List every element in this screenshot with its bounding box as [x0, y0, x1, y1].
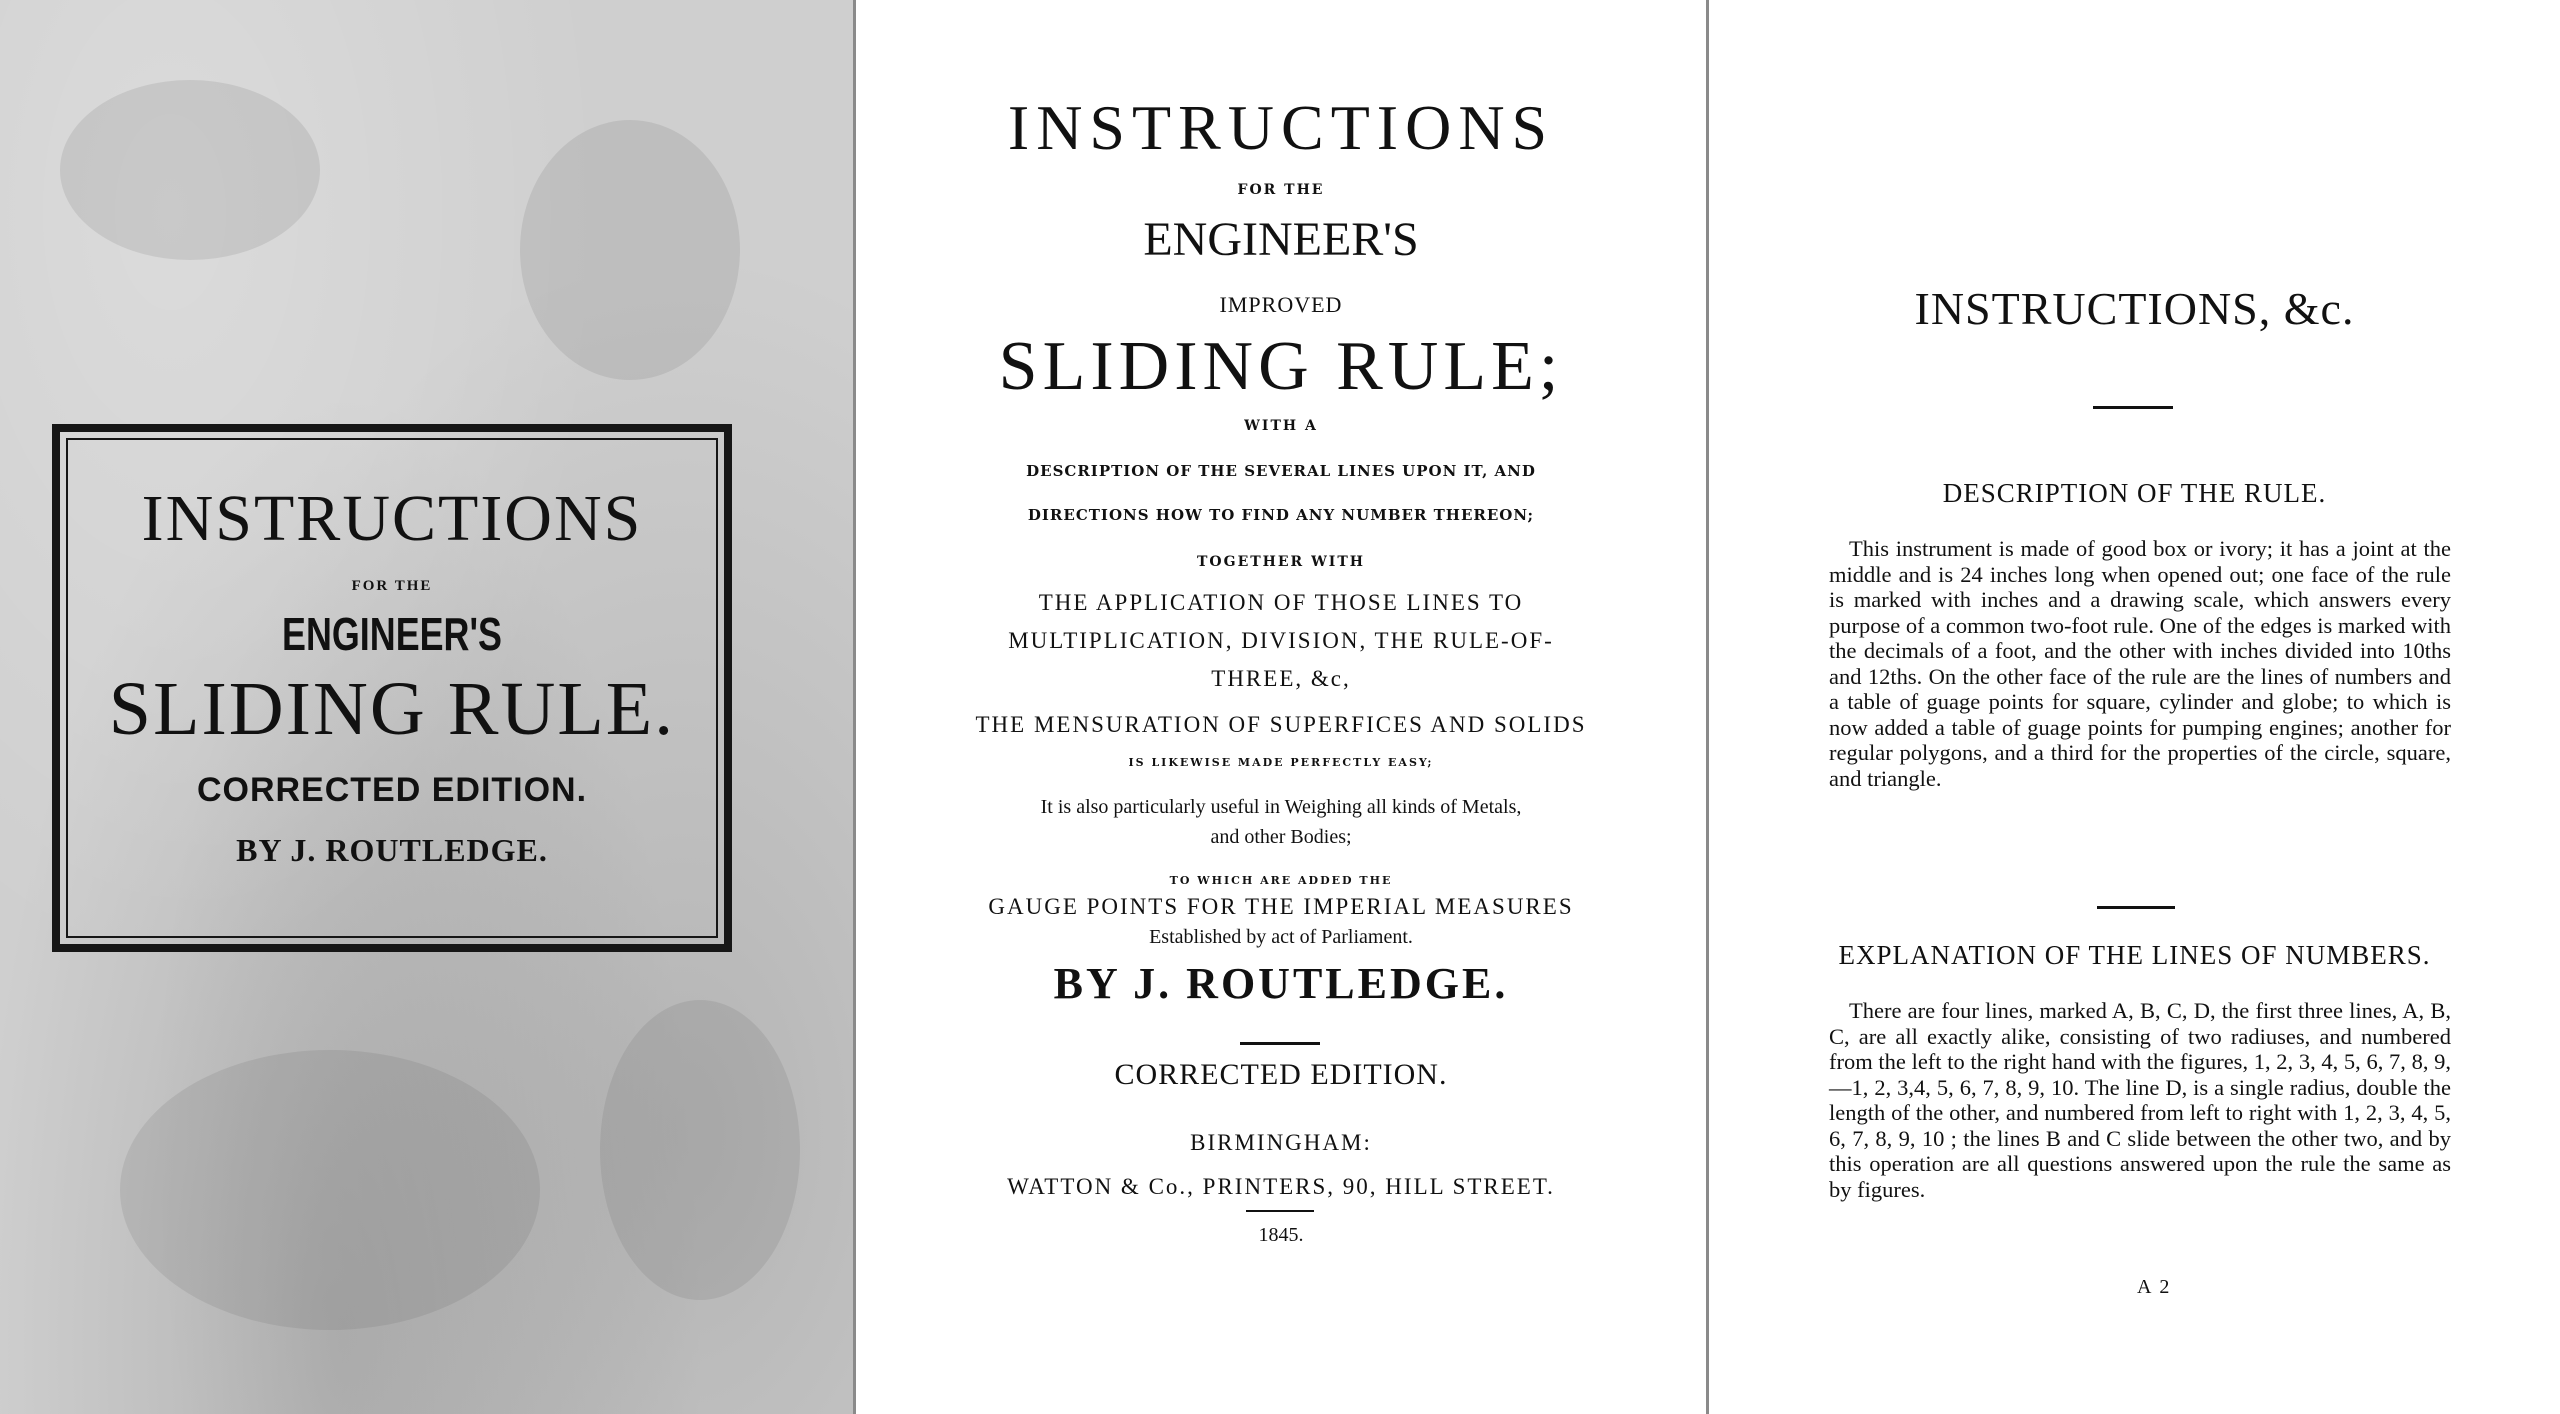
- title-page-for-the: FOR THE: [1237, 182, 1325, 198]
- title-page-gauge: GAUGE POINTS FOR THE IMPERIAL MEASURES: [988, 894, 1574, 919]
- paper-stain: [60, 80, 320, 260]
- title-page-rule: [1240, 1042, 1320, 1045]
- title-page-improved: IMPROVED: [1219, 292, 1343, 317]
- title-page-likewise: IS LIKEWISE MADE PERFECTLY EASY;: [1128, 756, 1434, 769]
- title-page-title: INSTRUCTIONS: [1007, 92, 1555, 163]
- title-page-engineers: ENGINEER'S: [1143, 213, 1419, 266]
- paper-stain: [120, 1050, 540, 1330]
- cover-label-inner: [66, 438, 718, 938]
- section2-title: EXPLANATION OF THE LINES OF NUMBERS.: [1838, 940, 2431, 970]
- text-page-rule: [2093, 406, 2173, 409]
- paper-stain: [600, 1000, 800, 1300]
- text-page-rule: [2097, 906, 2175, 909]
- title-page-mensuration: THE MENSURATION OF SUPERFICES AND SOLIDS: [975, 712, 1587, 737]
- cover-edition: CORRECTED EDITION.: [196, 771, 588, 809]
- text-page-heading: INSTRUCTIONS, &c.: [1914, 283, 2355, 334]
- cover-sliding-rule: SLIDING RULE.: [108, 667, 676, 751]
- title-page-year: 1845.: [1258, 1224, 1304, 1246]
- title-page-panel: [856, 0, 1706, 1414]
- title-page-with-a: WITH A: [1244, 418, 1318, 434]
- title-page-established: Established by act of Parliament.: [1149, 926, 1413, 948]
- title-page-app-line1: THE APPLICATION OF THOSE LINES TO: [1038, 590, 1524, 615]
- title-page-together-with: TOGETHER WITH: [1197, 554, 1365, 570]
- cover-engineers: ENGINEER'S: [282, 608, 502, 660]
- title-page-author: BY J. ROUTLEDGE.: [1053, 959, 1509, 1008]
- text-page-panel: [1709, 0, 2560, 1414]
- title-page-printer: WATTON & Co., PRINTERS, 90, HILL STREET.: [1007, 1174, 1555, 1199]
- title-page-desc-line2: DIRECTIONS HOW TO FIND ANY NUMBER THEREON;: [1027, 506, 1535, 524]
- title-page-app-line3: THREE, &c,: [1211, 666, 1351, 691]
- title-page-useful-line1: It is also particularly useful in Weighing all kinds of Metals,: [1040, 796, 1522, 818]
- section1-title: DESCRIPTION OF THE RULE.: [1942, 478, 2327, 508]
- title-page-edition: CORRECTED EDITION.: [1114, 1058, 1448, 1091]
- title-page-app-line2: MULTIPLICATION, DIVISION, THE RULE-OF-: [1008, 628, 1554, 653]
- title-page-added: TO WHICH ARE ADDED THE: [1169, 874, 1393, 887]
- cover-author: BY J. ROUTLEDGE.: [236, 832, 548, 868]
- cover-panel: [0, 0, 853, 1414]
- signature-mark: A 2: [2137, 1276, 2172, 1298]
- title-page-desc-line1: DESCRIPTION OF THE SEVERAL LINES UPON IT, AND: [1026, 462, 1536, 480]
- title-page-useful-line2: and other Bodies;: [1210, 826, 1352, 848]
- cover-label-frame: [52, 424, 732, 952]
- cover-for-the: FOR THE: [351, 578, 433, 594]
- section2-text: There are four lines, marked A, B, C, D, the first three lines, A, B, C, are all exactly alike, consisting of two radiuses, and numbered from the left to the right hand with the figures, 1, 2, 3, 4, 5, 6, 7, 8, 9,—1, 2, 3,4, 5, 6, 7, 8, 9, 10. The line D, is a single radius, double the length of the other, and numbered from left to right with 1, 2, 3, 4, 5, 6, 7, 8, 9, 10 ; the lines B and C slide between the other two, and by this operation are all questions answered upon the rule the same as by figures.: [1829, 998, 2451, 1202]
- title-page-rule: [1246, 1210, 1314, 1212]
- title-page-sliding-rule: SLIDING RULE;: [998, 328, 1564, 405]
- title-page-place: BIRMINGHAM:: [1190, 1130, 1372, 1155]
- section1-text: This instrument is made of good box or ivory; it has a joint at the middle and is 24 inches long when opened out; one face of the rule is marked with inches and a drawing scale, which answers every purpose of a common two-foot rule. One of the edges is marked with the decimals of a foot, and the other with inches divided into 10ths and 12ths. On the other face of the rule are the lines of numbers and a table of guage points for square, cylinder and globe; to which is now added a table of guage points for pumping engines; another for regular polygons, and a third for the properties of the circle, square, and triangle.: [1829, 536, 2451, 791]
- cover-title: INSTRUCTIONS: [141, 482, 643, 555]
- paper-stain: [520, 120, 740, 380]
